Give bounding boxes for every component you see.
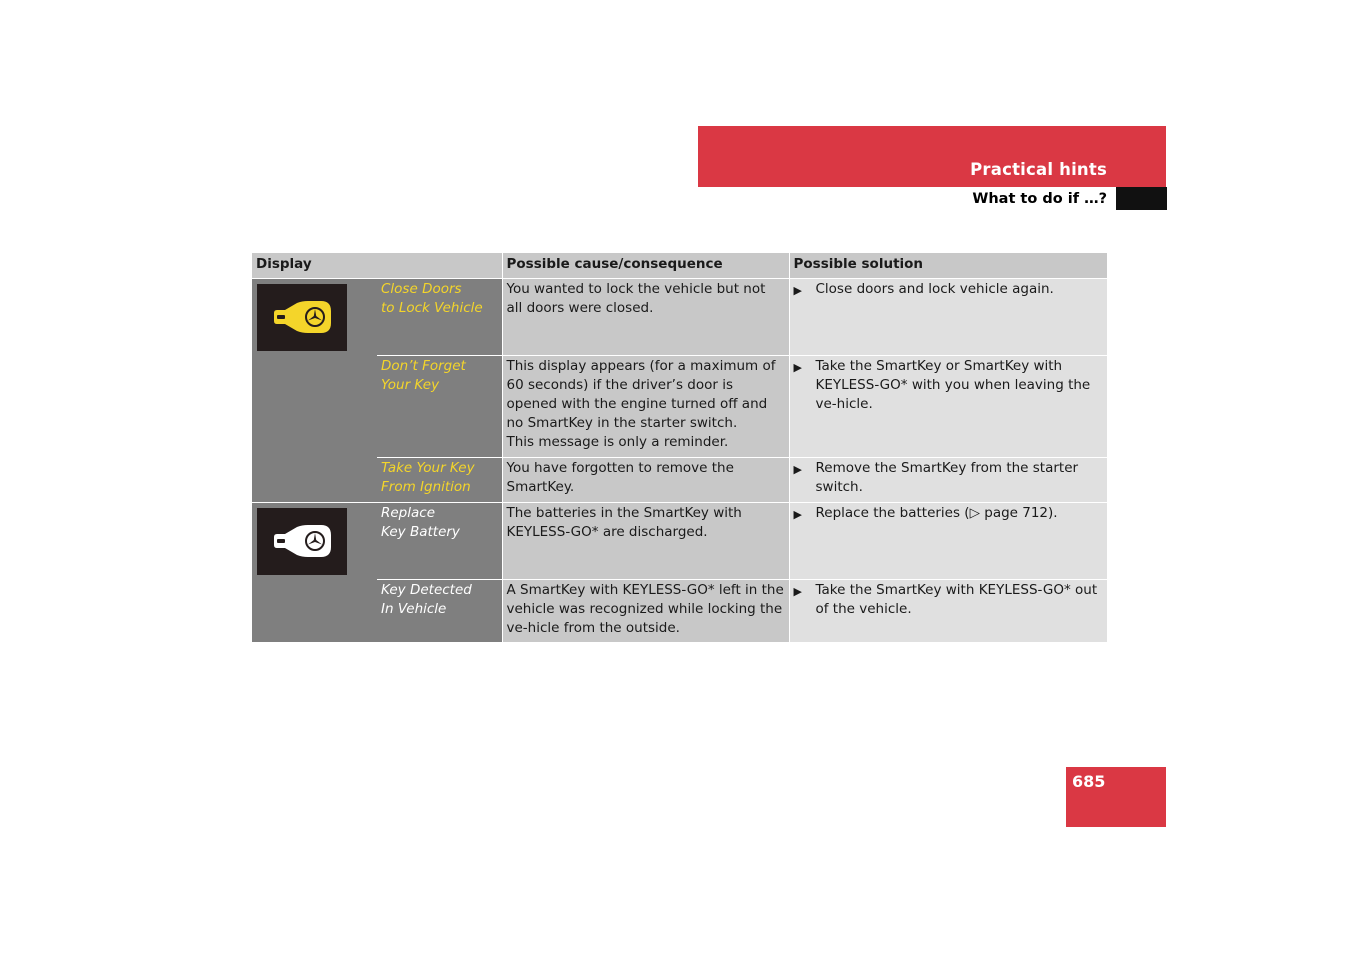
solution-cell — [789, 457, 1107, 502]
solution-cell — [789, 502, 1107, 579]
solution-cell — [789, 355, 1107, 457]
message-line: Close Doors — [381, 280, 462, 297]
message-line: Key Battery — [381, 523, 460, 540]
solution-text: Close doors and lock vehicle again. — [815, 280, 1054, 297]
table-row — [252, 502, 1107, 579]
display-message-replace-battery — [377, 502, 502, 579]
bullet-triangle-icon: ▶ — [793, 283, 802, 297]
section-tab-marker — [1116, 187, 1167, 210]
smartkey-white-icon — [257, 508, 347, 575]
message-line: to Lock Vehicle — [381, 299, 483, 316]
section-title: Practical hints — [970, 160, 1107, 179]
icon-cell — [252, 278, 377, 502]
message-line: Key Detected — [381, 581, 472, 598]
message-line: Replace — [381, 504, 436, 521]
solution-cell — [789, 579, 1107, 642]
solution-text: Take the SmartKey or SmartKey with KEYLESS-GO* with you when leaving the ve-hicle. — [815, 357, 1091, 412]
display-message-dont-forget-key — [377, 355, 502, 457]
table-row — [252, 457, 1107, 502]
table-row — [252, 355, 1107, 457]
cause-cell: A SmartKey with KEYLESS-GO* left in the vehicle was recognized while locking the ve-hicle from the outside. — [502, 579, 789, 642]
column-header-solution: Possible solution — [789, 253, 1107, 278]
message-line: From Ignition — [381, 478, 471, 495]
bullet-triangle-icon: ▶ — [793, 360, 802, 374]
table-header-row — [252, 253, 1107, 278]
cause-cell: You wanted to lock the vehicle but not all doors were closed. — [502, 278, 789, 355]
smartkey-yellow-icon — [257, 284, 347, 351]
display-message-key-detected — [377, 579, 502, 642]
display-message-close-doors — [377, 278, 502, 355]
bullet-triangle-icon: ▶ — [793, 507, 802, 521]
bullet-triangle-icon: ▶ — [793, 462, 802, 476]
cause-cell: You have forgotten to remove the SmartKey. — [502, 457, 789, 502]
cause-cell: The batteries in the SmartKey with KEYLESS-GO* are discharged. — [502, 502, 789, 579]
cause-note: This message is only a reminder. — [506, 434, 729, 451]
column-header-cause: Possible cause/consequence — [502, 253, 789, 278]
solution-text: Replace the batteries (▷ page 712). — [815, 504, 1058, 521]
message-line: Your Key — [381, 376, 440, 393]
table-row — [252, 278, 1107, 355]
column-header-display: Display — [252, 253, 502, 278]
cause-cell — [502, 355, 789, 457]
icon-cell — [252, 502, 377, 642]
message-line: Don’t Forget — [381, 357, 466, 374]
cause-text: This display appears (for a maximum of 60 seconds) if the driver’s door is opened with the engine turned off and no SmartKey in the starter switch. — [506, 357, 776, 432]
solution-cell — [789, 278, 1107, 355]
solution-text: Remove the SmartKey from the starter switch. — [815, 459, 1079, 495]
subsection-title: What to do if …? — [972, 191, 1107, 207]
page-number: 685 — [1072, 772, 1106, 791]
page-number-box — [1066, 767, 1166, 827]
display-messages-table — [252, 253, 1107, 642]
solution-text: Take the SmartKey with KEYLESS-GO* out of the vehicle. — [815, 581, 1098, 617]
bullet-triangle-icon: ▶ — [793, 584, 802, 598]
display-message-take-key — [377, 457, 502, 502]
message-line: In Vehicle — [381, 600, 447, 617]
table-row — [252, 579, 1107, 642]
message-line: Take Your Key — [381, 459, 475, 476]
